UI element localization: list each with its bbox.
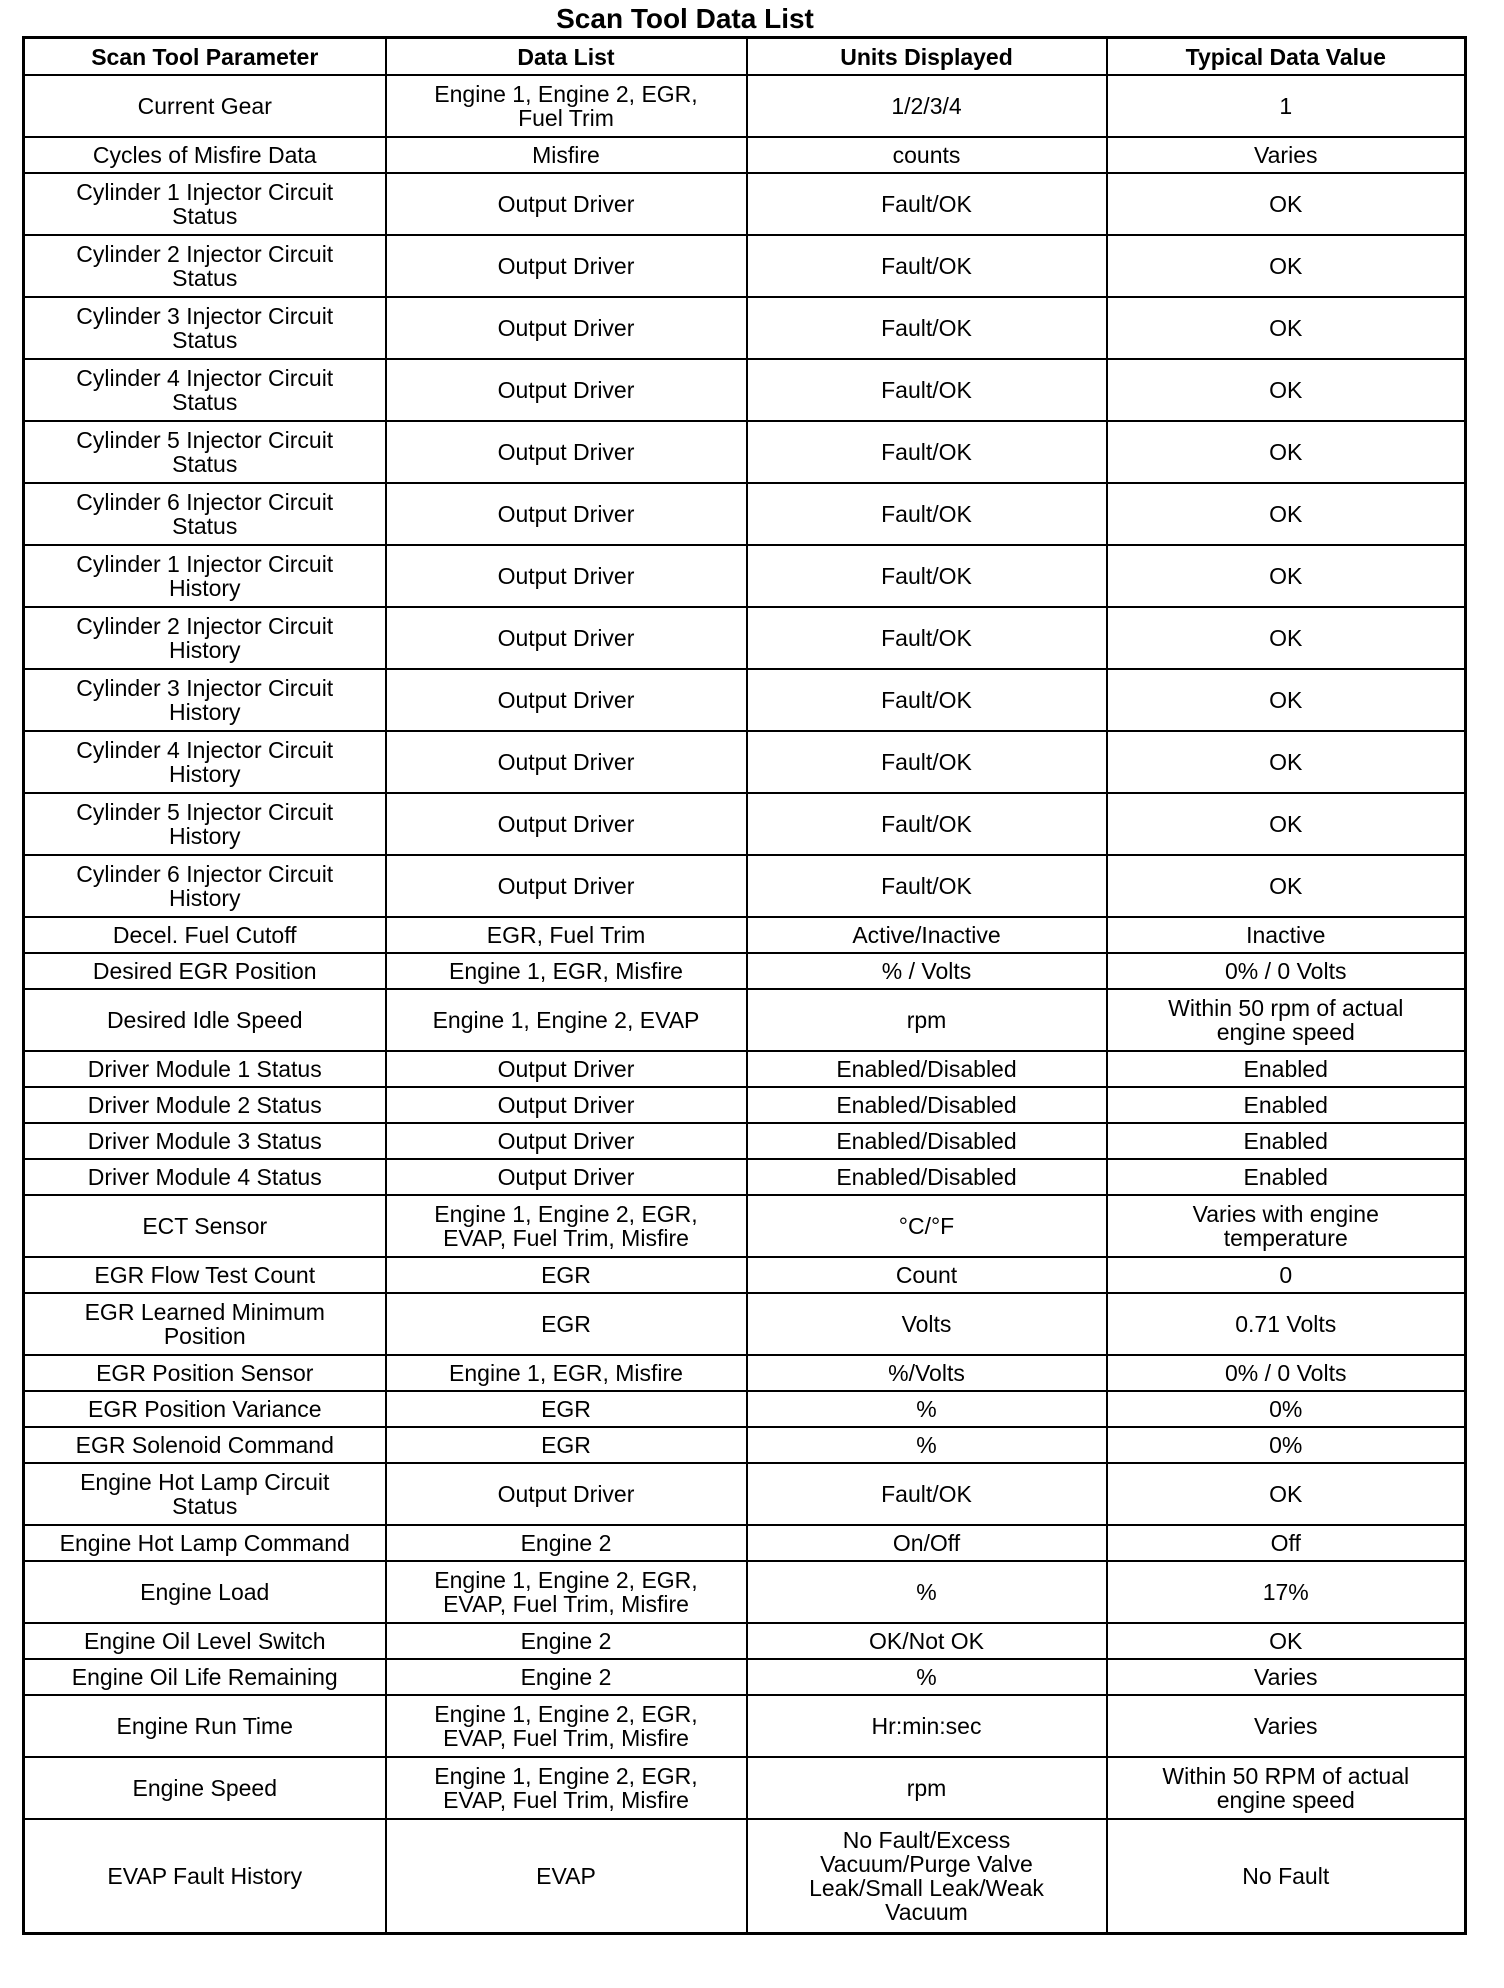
table-row (24, 235, 1466, 297)
cell-units: Fault/OK (747, 793, 1107, 855)
table-row (24, 1159, 1466, 1195)
cell-parameter: Engine Hot Lamp Command (24, 1525, 386, 1561)
cell-typical-value: OK (1107, 235, 1466, 297)
cell-typical-value: OK (1107, 793, 1466, 855)
table-row (24, 669, 1466, 731)
cell-units: Enabled/Disabled (747, 1159, 1107, 1195)
cell-data-list: Engine 1, Engine 2, EGR, EVAP, Fuel Trim, Misfire (386, 1195, 747, 1257)
cell-units: Fault/OK (747, 359, 1107, 421)
table-row (24, 1355, 1466, 1391)
cell-units: % (747, 1427, 1107, 1463)
cell-data-list: Output Driver (386, 855, 747, 917)
cell-typical-value: OK (1107, 731, 1466, 793)
cell-parameter: Cycles of Misfire Data (24, 137, 386, 173)
cell-parameter: EVAP Fault History (24, 1819, 386, 1934)
cell-parameter: Current Gear (24, 75, 386, 137)
cell-units: rpm (747, 989, 1107, 1051)
cell-parameter: ECT Sensor (24, 1195, 386, 1257)
cell-data-list: Output Driver (386, 297, 747, 359)
cell-data-list: Engine 1, EGR, Misfire (386, 1355, 747, 1391)
cell-typical-value: OK (1107, 483, 1466, 545)
cell-units: Fault/OK (747, 421, 1107, 483)
cell-parameter: Engine Run Time (24, 1695, 386, 1757)
table-row (24, 483, 1466, 545)
cell-parameter: Cylinder 6 Injector Circuit Status (24, 483, 386, 545)
cell-typical-value: 0% / 0 Volts (1107, 953, 1466, 989)
cell-parameter: Engine Hot Lamp Circuit Status (24, 1463, 386, 1525)
cell-parameter: Engine Speed (24, 1757, 386, 1819)
table-row (24, 173, 1466, 235)
table-row (24, 1525, 1466, 1561)
cell-units: Fault/OK (747, 607, 1107, 669)
column-header-typical-value: Typical Data Value (1107, 38, 1466, 76)
cell-parameter: Engine Oil Level Switch (24, 1623, 386, 1659)
cell-data-list: Engine 1, Engine 2, EVAP (386, 989, 747, 1051)
table-row (24, 1051, 1466, 1087)
cell-data-list: Output Driver (386, 483, 747, 545)
cell-units: %/Volts (747, 1355, 1107, 1391)
cell-units: % (747, 1561, 1107, 1623)
column-header-data-list: Data List (386, 38, 747, 76)
cell-data-list: Engine 2 (386, 1525, 747, 1561)
cell-typical-value: Within 50 RPM of actual engine speed (1107, 1757, 1466, 1819)
cell-units: Fault/OK (747, 1463, 1107, 1525)
cell-units: Fault/OK (747, 297, 1107, 359)
cell-typical-value: OK (1107, 607, 1466, 669)
table-row (24, 1195, 1466, 1257)
cell-units: % (747, 1659, 1107, 1695)
cell-parameter: EGR Flow Test Count (24, 1257, 386, 1293)
cell-units: On/Off (747, 1525, 1107, 1561)
table-row (24, 75, 1466, 137)
cell-parameter: EGR Learned Minimum Position (24, 1293, 386, 1355)
cell-parameter: Cylinder 4 Injector Circuit Status (24, 359, 386, 421)
cell-typical-value: OK (1107, 545, 1466, 607)
cell-data-list: Output Driver (386, 793, 747, 855)
cell-parameter: Cylinder 5 Injector Circuit History (24, 793, 386, 855)
cell-typical-value: Varies with engine temperature (1107, 1195, 1466, 1257)
cell-typical-value: OK (1107, 359, 1466, 421)
cell-typical-value: Enabled (1107, 1087, 1466, 1123)
cell-typical-value: OK (1107, 173, 1466, 235)
column-header-parameter: Scan Tool Parameter (24, 38, 386, 76)
table-row (24, 137, 1466, 173)
table-row (24, 297, 1466, 359)
page-title: Scan Tool Data List (556, 3, 814, 34)
table-row (24, 953, 1466, 989)
cell-typical-value: OK (1107, 669, 1466, 731)
cell-units: Enabled/Disabled (747, 1087, 1107, 1123)
cell-data-list: Output Driver (386, 421, 747, 483)
cell-parameter: EGR Position Sensor (24, 1355, 386, 1391)
cell-units: Volts (747, 1293, 1107, 1355)
cell-units: Fault/OK (747, 173, 1107, 235)
cell-data-list: EVAP (386, 1819, 747, 1934)
cell-typical-value: OK (1107, 297, 1466, 359)
cell-parameter: EGR Position Variance (24, 1391, 386, 1427)
cell-units: Active/Inactive (747, 917, 1107, 953)
cell-data-list: Output Driver (386, 545, 747, 607)
scan-tool-data-table (22, 36, 1467, 1935)
table-row (24, 545, 1466, 607)
cell-data-list: Engine 1, Engine 2, EGR, EVAP, Fuel Trim, Misfire (386, 1757, 747, 1819)
cell-typical-value: Within 50 rpm of actual engine speed (1107, 989, 1466, 1051)
cell-data-list: Output Driver (386, 1051, 747, 1087)
cell-units: No Fault/Excess Vacuum/Purge Valve Leak/Small Leak/Weak Vacuum (747, 1819, 1107, 1934)
cell-typical-value: Varies (1107, 1659, 1466, 1695)
cell-data-list: Engine 1, Engine 2, EGR, Fuel Trim (386, 75, 747, 137)
cell-typical-value: Varies (1107, 1695, 1466, 1757)
table-row (24, 793, 1466, 855)
cell-data-list: Engine 1, Engine 2, EGR, EVAP, Fuel Trim, Misfire (386, 1561, 747, 1623)
cell-data-list: Engine 2 (386, 1623, 747, 1659)
cell-units: Hr:min:sec (747, 1695, 1107, 1757)
cell-parameter: Cylinder 6 Injector Circuit History (24, 855, 386, 917)
cell-units: Fault/OK (747, 855, 1107, 917)
cell-data-list: Output Driver (386, 359, 747, 421)
table-row (24, 1757, 1466, 1819)
table-row (24, 917, 1466, 953)
cell-parameter: Cylinder 1 Injector Circuit History (24, 545, 386, 607)
cell-units: rpm (747, 1757, 1107, 1819)
cell-data-list: Output Driver (386, 173, 747, 235)
table-row (24, 1427, 1466, 1463)
cell-typical-value: 0.71 Volts (1107, 1293, 1466, 1355)
table-body (24, 75, 1466, 1934)
cell-parameter: Engine Load (24, 1561, 386, 1623)
table-row (24, 1257, 1466, 1293)
table-row (24, 359, 1466, 421)
cell-data-list: EGR (386, 1427, 747, 1463)
table-row (24, 1087, 1466, 1123)
cell-units: Fault/OK (747, 545, 1107, 607)
cell-data-list: Output Driver (386, 1123, 747, 1159)
cell-data-list: EGR (386, 1257, 747, 1293)
cell-data-list: Output Driver (386, 1159, 747, 1195)
cell-typical-value: No Fault (1107, 1819, 1466, 1934)
cell-units: °C/°F (747, 1195, 1107, 1257)
cell-parameter: Desired Idle Speed (24, 989, 386, 1051)
table-row (24, 1463, 1466, 1525)
table-row (24, 1293, 1466, 1355)
cell-typical-value: 0% / 0 Volts (1107, 1355, 1466, 1391)
cell-typical-value: Enabled (1107, 1123, 1466, 1159)
cell-typical-value: Inactive (1107, 917, 1466, 953)
table-row (24, 989, 1466, 1051)
cell-typical-value: OK (1107, 421, 1466, 483)
cell-units: OK/Not OK (747, 1623, 1107, 1659)
cell-units: % (747, 1391, 1107, 1427)
table-row (24, 1695, 1466, 1757)
cell-units: Fault/OK (747, 669, 1107, 731)
cell-parameter: Desired EGR Position (24, 953, 386, 989)
cell-parameter: Cylinder 3 Injector Circuit Status (24, 297, 386, 359)
cell-parameter: Cylinder 1 Injector Circuit Status (24, 173, 386, 235)
cell-typical-value: 1 (1107, 75, 1466, 137)
table-row (24, 607, 1466, 669)
cell-parameter: Cylinder 3 Injector Circuit History (24, 669, 386, 731)
cell-data-list: Output Driver (386, 731, 747, 793)
cell-data-list: Output Driver (386, 235, 747, 297)
cell-parameter: Driver Module 4 Status (24, 1159, 386, 1195)
cell-parameter: Decel. Fuel Cutoff (24, 917, 386, 953)
cell-parameter: Cylinder 2 Injector Circuit History (24, 607, 386, 669)
cell-units: Fault/OK (747, 235, 1107, 297)
cell-data-list: Misfire (386, 137, 747, 173)
table-row (24, 1123, 1466, 1159)
cell-parameter: Engine Oil Life Remaining (24, 1659, 386, 1695)
cell-typical-value: Enabled (1107, 1159, 1466, 1195)
cell-units: Fault/OK (747, 731, 1107, 793)
cell-data-list: Output Driver (386, 1463, 747, 1525)
cell-typical-value: Enabled (1107, 1051, 1466, 1087)
cell-parameter: Cylinder 2 Injector Circuit Status (24, 235, 386, 297)
cell-typical-value: OK (1107, 1463, 1466, 1525)
table-row (24, 421, 1466, 483)
cell-data-list: Output Driver (386, 669, 747, 731)
table-row (24, 731, 1466, 793)
cell-typical-value: Off (1107, 1525, 1466, 1561)
cell-typical-value: OK (1107, 1623, 1466, 1659)
cell-parameter: Driver Module 2 Status (24, 1087, 386, 1123)
cell-parameter: EGR Solenoid Command (24, 1427, 386, 1463)
cell-typical-value: OK (1107, 855, 1466, 917)
cell-units: Fault/OK (747, 483, 1107, 545)
cell-typical-value: 0 (1107, 1257, 1466, 1293)
cell-data-list: Engine 1, Engine 2, EGR, EVAP, Fuel Trim, Misfire (386, 1695, 747, 1757)
cell-data-list: Engine 1, EGR, Misfire (386, 953, 747, 989)
cell-units: % / Volts (747, 953, 1107, 989)
cell-parameter: Driver Module 1 Status (24, 1051, 386, 1087)
cell-data-list: Engine 2 (386, 1659, 747, 1695)
cell-units: 1/2/3/4 (747, 75, 1107, 137)
cell-data-list: Output Driver (386, 607, 747, 669)
table-row (24, 1659, 1466, 1695)
column-header-units: Units Displayed (747, 38, 1107, 76)
table-row (24, 1819, 1466, 1934)
cell-typical-value: Varies (1107, 137, 1466, 173)
cell-units: Enabled/Disabled (747, 1123, 1107, 1159)
cell-typical-value: 0% (1107, 1391, 1466, 1427)
cell-parameter: Cylinder 5 Injector Circuit Status (24, 421, 386, 483)
cell-typical-value: 0% (1107, 1427, 1466, 1463)
table-row (24, 1623, 1466, 1659)
cell-units: Enabled/Disabled (747, 1051, 1107, 1087)
cell-parameter: Cylinder 4 Injector Circuit History (24, 731, 386, 793)
cell-data-list: EGR (386, 1293, 747, 1355)
cell-typical-value: 17% (1107, 1561, 1466, 1623)
table-header-row (24, 38, 1466, 76)
cell-data-list: EGR (386, 1391, 747, 1427)
table-row (24, 1561, 1466, 1623)
cell-data-list: Output Driver (386, 1087, 747, 1123)
cell-units: Count (747, 1257, 1107, 1293)
cell-data-list: EGR, Fuel Trim (386, 917, 747, 953)
table-row (24, 1391, 1466, 1427)
table-row (24, 855, 1466, 917)
cell-units: counts (747, 137, 1107, 173)
cell-parameter: Driver Module 3 Status (24, 1123, 386, 1159)
